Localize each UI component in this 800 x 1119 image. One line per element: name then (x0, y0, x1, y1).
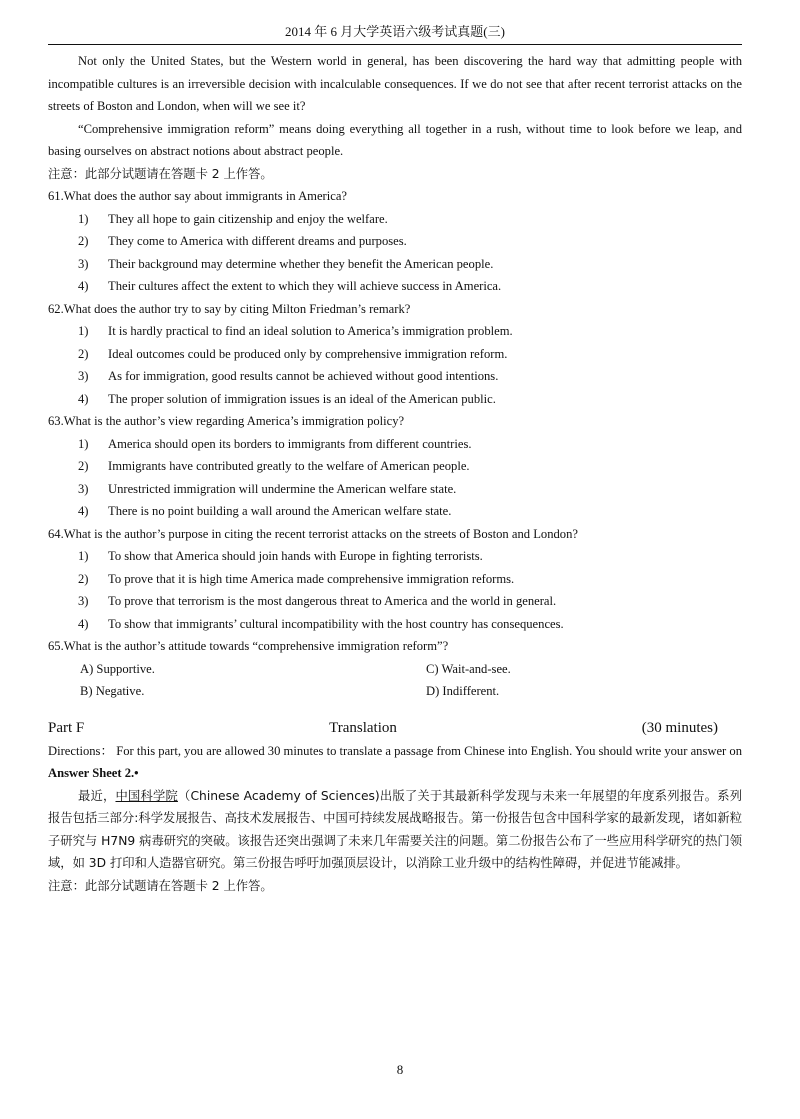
option-text: As for immigration, good results cannot be achieved without good intentions. (108, 369, 499, 383)
answer-sheet-note: 注意：此部分试题请在答题卡 2 上作答。 (48, 166, 273, 181)
option (48, 275, 742, 298)
question-64 (48, 523, 742, 636)
chinese-text: （Chinese Academy of Sciences)出版了关于其最新科学发现与未来一年展望的年度系列报告。系列报告包括三部分:科学发展报告、高技术发展报告、中国可持续发展战略报告。第一份报告包含中国科学家的最新发现，诸如新粒子研究与 H7N9 病毒研究的突破。该报告还突出强调了未来几年需要关注的问题。第二份报告公布了一些应用科学研究的热门领域，如 3D 打印和人造器官研究。第三份报告呼吁加强顶层设计，以消除工业升级中的结构性障碍，并促进节能减排。 (48, 788, 742, 870)
option (48, 253, 742, 276)
page-header: 2014 年 6 月大学英语六级考试真题(三) (285, 24, 505, 39)
answer-sheet-label: Answer Sheet 2.• (48, 766, 139, 780)
choice-b: B) Negative. (80, 684, 145, 698)
option-text: There is no point building a wall around the American welfare state. (108, 504, 452, 518)
question-stem: 64.What is the author’s purpose in citing the recent terrorist attacks on the streets of Boston and London? (48, 526, 578, 541)
option (48, 388, 742, 411)
option (48, 500, 742, 523)
page-number: 8 (396, 1062, 404, 1077)
option-number: 1) (78, 324, 89, 338)
option-number: 3) (78, 594, 89, 608)
option-number: 1) (78, 436, 89, 451)
choice-grid (48, 658, 742, 703)
part-f-heading (48, 716, 742, 740)
option-number: 2) (78, 459, 89, 473)
translation-directions (48, 740, 742, 785)
option-number: 1) (78, 211, 89, 226)
part-label: Part F (48, 719, 85, 736)
option-number: 2) (78, 234, 89, 248)
option (48, 478, 742, 501)
option-number: 2) (78, 571, 89, 586)
option-number: 3) (78, 369, 89, 383)
directions-text: Directions： For this part, you are allowed 30 minutes to translate a passage from Chinese into English. You should write your answer on (48, 743, 742, 758)
part-title: Translation (329, 719, 397, 736)
part-time: (30 minutes) (641, 719, 718, 736)
option-number: 1) (78, 549, 89, 563)
option-text: America should open its borders to immigrants from different countries. (108, 436, 472, 451)
option (48, 455, 742, 478)
option (48, 545, 742, 568)
question-stem: 61.What does the author say about immigrants in America? (48, 189, 348, 203)
option-text: Their cultures affect the extent to which they will achieve success in America. (108, 279, 502, 293)
option-text: Their background may determine whether they benefit the American people. (108, 256, 494, 271)
option-number: 4) (78, 616, 89, 631)
passage-paragraph-1: Not only the United States, but the Western world in general, has been discovering the hard way that admitting people with incompatible cultures is an irreversible decision with incalculable consequences. If we do not see that after recent terrorist attacks on the streets of Boston and London, when will we see it? (48, 54, 742, 113)
option (48, 433, 742, 456)
option-text: Ideal outcomes could be produced only by comprehensive immigration reform. (108, 346, 508, 361)
choice-d: D) Indifferent. (426, 684, 500, 698)
option-text: To prove that it is high time America made comprehensive immigration reforms. (108, 571, 515, 586)
chinese-lead: 最近， (78, 788, 116, 803)
question-63 (48, 410, 742, 523)
question-stem: 65.What is the author’s attitude towards “comprehensive immigration reform”? (48, 639, 449, 653)
option-number: 3) (78, 481, 89, 496)
page-content (48, 50, 742, 897)
chinese-passage (48, 785, 742, 875)
question-61 (48, 185, 742, 298)
option-text: To show that America should join hands with Europe in fighting terrorists. (108, 549, 483, 563)
header-rule (48, 44, 742, 45)
option (48, 230, 742, 253)
option-number: 2) (78, 346, 89, 361)
question-stem: 63.What is the author’s view regarding America’s immigration policy? (48, 414, 405, 428)
option-text: The proper solution of immigration issues is an ideal of the American public. (108, 391, 496, 406)
option (48, 365, 742, 388)
choice-c: C) Wait-and-see. (426, 661, 511, 676)
option (48, 590, 742, 613)
question-stem: 62.What does the author try to say by citing Milton Friedman’s remark? (48, 301, 411, 316)
option-text: They come to America with different dreams and purposes. (108, 234, 407, 248)
option-text: To show that immigrants’ cultural incompatibility with the host country has consequences. (108, 616, 564, 631)
option (48, 320, 742, 343)
answer-sheet-note-2: 注意：此部分试题请在答题卡 2 上作答。 (48, 878, 273, 893)
option-text: Unrestricted immigration will undermine the American welfare state. (108, 481, 457, 496)
option (48, 208, 742, 231)
option-text: They all hope to gain citizenship and enjoy the welfare. (108, 211, 388, 226)
option-number: 4) (78, 279, 89, 293)
option (48, 613, 742, 636)
option-number: 3) (78, 256, 89, 271)
option (48, 568, 742, 591)
question-65 (48, 635, 742, 703)
choice-a: A) Supportive. (80, 661, 155, 676)
option-number: 4) (78, 391, 89, 406)
option-number: 4) (78, 504, 89, 518)
option (48, 343, 742, 366)
passage-paragraph-2: “Comprehensive immigration reform” means doing everything all together in a rush, without time to look before we leap, and basing ourselves on abstract notions about abstract people. (48, 121, 742, 158)
underlined-term: 中国科学院 (115, 788, 178, 803)
option-text: Immigrants have contributed greatly to the welfare of American people. (108, 459, 470, 473)
question-62 (48, 298, 742, 411)
option-text: To prove that terrorism is the most dangerous threat to America and the world in general. (108, 594, 557, 608)
option-text: It is hardly practical to find an ideal solution to America’s immigration problem. (108, 324, 513, 338)
